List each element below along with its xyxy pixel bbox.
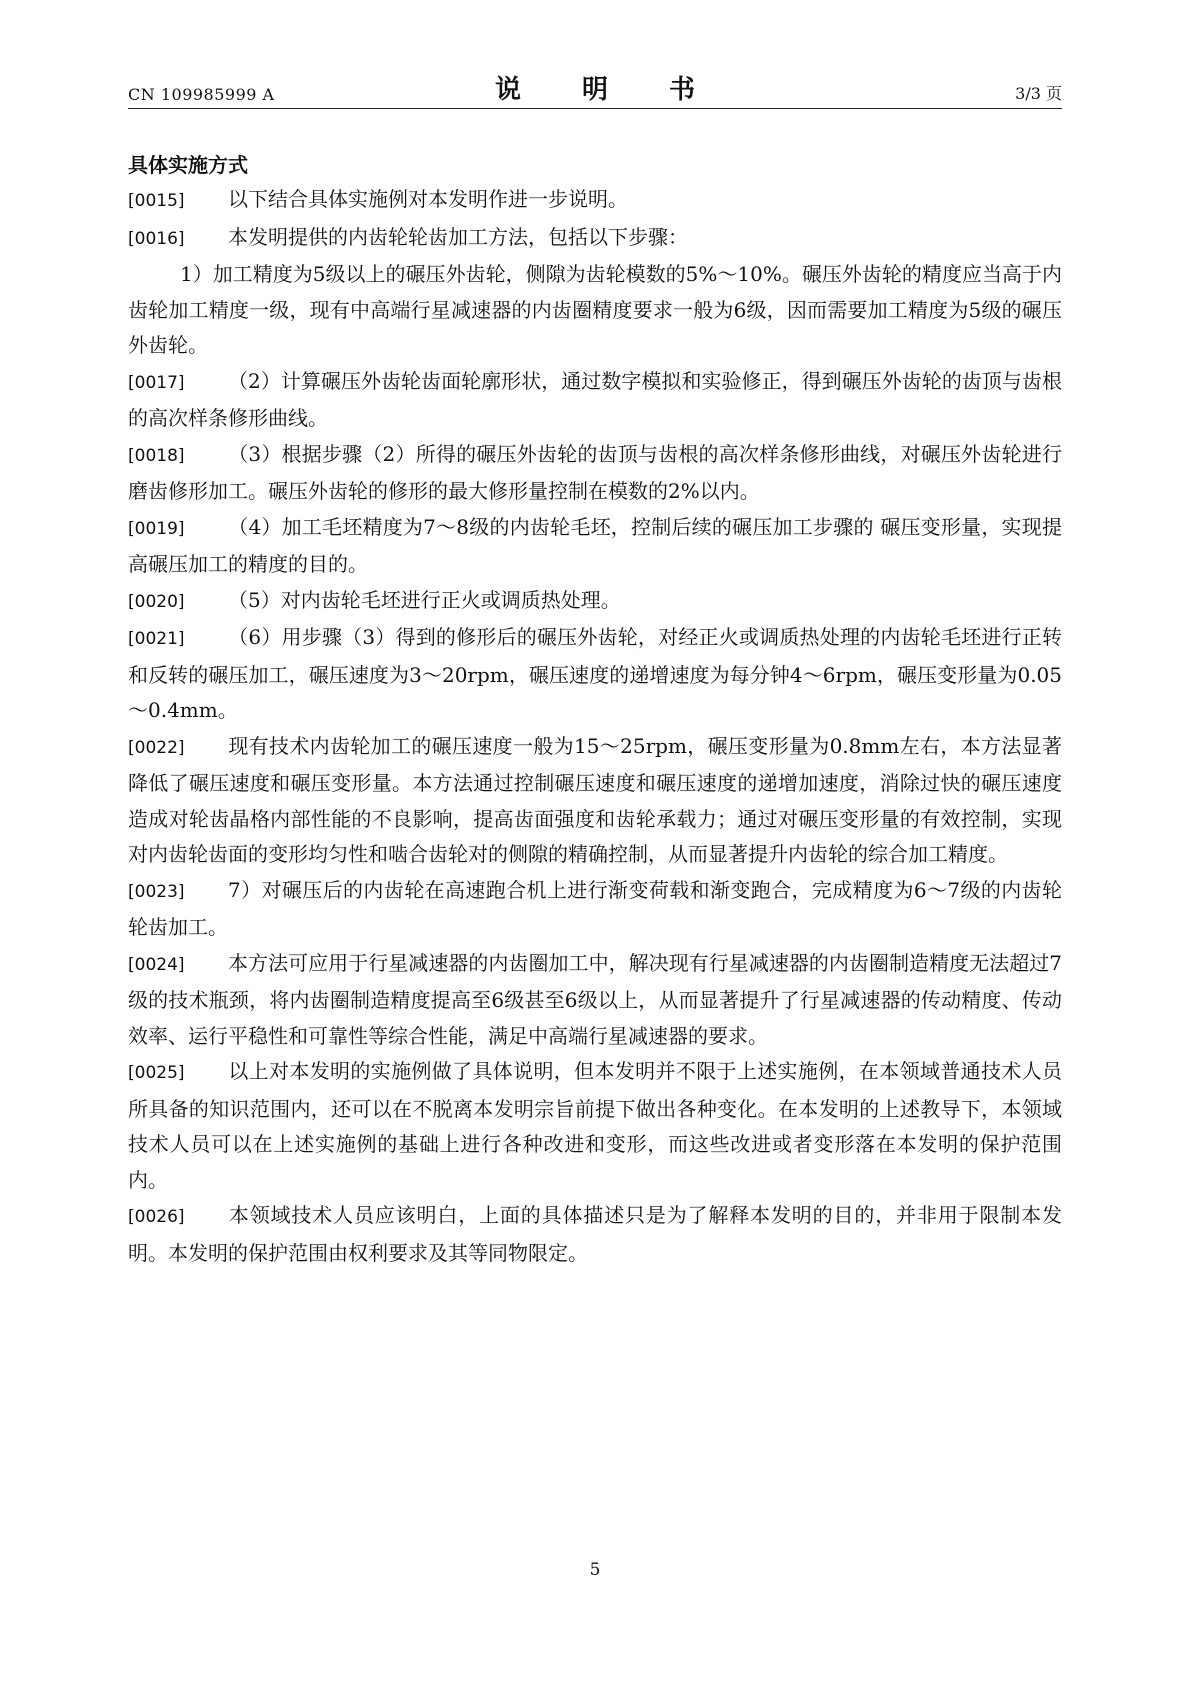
paragraph-text: 本发明提供的内齿轮轮齿加工方法，包括以下步骤： — [228, 224, 688, 249]
paragraph-text: （6）用步骤（3）得到的修形后的碾压外齿轮，对经正火或调质热处理的内齿轮毛坯进行正转和反转的碾压加工，碾压速度为3～20rpm，碾压速度的递增速度为每分钟4～6rpm，碾压变形量为0.05～0.4mm。 — [128, 625, 1062, 722]
paragraph-text: 7）对碾压后的内齿轮在高速跑合机上进行渐变荷载和渐变跑合，完成精度为6～7级的内齿轮轮齿加工。 — [128, 877, 1062, 939]
paragraph-text: 以上对本发明的实施例做了具体说明，但本发明并不限于上述实施例，在本领域普通技术人员所具备的知识范围内，还可以在不脱离本发明宗旨前提下做出各种变化。在本发明的上述教导下，本领域技术人员可以在上述实施例的基础上进行各种改进和变形，而这些改进或者变形落在本发明的保护范围内。 — [128, 1059, 1062, 1192]
paragraph-number: [0015] — [128, 191, 185, 211]
document-body — [128, 148, 1062, 1271]
paragraph-0019 — [128, 510, 1062, 583]
page-header — [128, 68, 1062, 108]
paragraph-0022 — [128, 729, 1062, 873]
paragraph-number: [0023] — [128, 881, 185, 902]
paragraph-0023 — [128, 873, 1062, 946]
paragraph-0017 — [128, 364, 1062, 437]
paragraph-number: [0022] — [128, 737, 185, 758]
paragraph-0021 — [128, 620, 1062, 729]
paragraph-text: 1）加工精度为5级以上的碾压外齿轮，侧隙为齿轮模数的5%～10%。碾压外齿轮的精度应当高于内齿轮加工精度一级，现有中高端行星减速器的内齿圈精度要求一般为6级，因而需要加工精度为5级的碾压外齿轮。 — [128, 262, 1062, 357]
section-title: 具体实施方式 — [128, 153, 248, 177]
paragraph-0026 — [128, 1198, 1062, 1271]
paragraph-number: [0017] — [128, 372, 185, 393]
paragraph-0015 — [128, 182, 1062, 220]
paragraph-0020 — [128, 583, 1062, 621]
paragraph-step-1 — [128, 257, 1062, 364]
paragraph-text: 本领域技术人员应该明白，上面的具体描述只是为了解释本发明的目的，并非用于限制本发明。本发明的保护范围由权利要求及其等同物限定。 — [128, 1203, 1062, 1265]
paragraph-0016 — [128, 220, 1062, 258]
document-title: 说 明 书 — [494, 75, 722, 105]
paragraph-0018 — [128, 437, 1062, 510]
paragraph-text: （4）加工毛坯精度为7～8级的内齿轮毛坯，控制后续的碾压加工步骤的 碾压变形量，实现提高碾压加工的精度的目的。 — [128, 514, 1062, 576]
paragraph-0024 — [128, 946, 1062, 1055]
paragraph-number: [0025] — [128, 1063, 185, 1083]
paragraph-text: 本方法可应用于行星减速器的内齿圈加工中，解决现有行星减速器的内齿圈制造精度无法超过7级的技术瓶颈，将内齿圈制造精度提高至6级甚至6级以上，从而显著提升了行星减速器的传动精度、传动效率、运行平稳性和可靠性等综合性能，满足中高端行星减速器的要求。 — [128, 950, 1062, 1048]
paragraph-number: [0018] — [128, 445, 185, 466]
header-rule — [128, 108, 1062, 109]
page-number: 5 — [589, 1560, 601, 1580]
paragraph-number: [0026] — [128, 1207, 185, 1227]
paragraph-number: [0021] — [128, 629, 185, 649]
paragraph-number: [0019] — [128, 518, 185, 539]
paragraph-text: （2）计算碾压外齿轮齿面轮廓形状，通过数字模拟和实验修正，得到碾压外齿轮的齿顶与齿根的高次样条修形曲线。 — [128, 368, 1062, 430]
paragraph-text: （3）根据步骤（2）所得的碾压外齿轮的齿顶与齿根的高次样条修形曲线，对碾压外齿轮进行磨齿修形加工。碾压外齿轮的修形的最大修形量控制在模数的2%以内。 — [128, 441, 1062, 503]
paragraph-number: [0020] — [128, 591, 185, 612]
paragraph-number: [0016] — [128, 228, 185, 249]
paragraph-number: [0024] — [128, 954, 185, 975]
paragraph-text: （5）对内齿轮毛坯进行正火或调质热处理。 — [228, 587, 621, 612]
patent-number: CN 109985999 A — [128, 85, 275, 104]
page-indicator: 3/3 页 — [1015, 84, 1062, 103]
paragraph-text: 以下结合具体实施例对本发明作进一步说明。 — [228, 187, 628, 211]
paragraph-text: 现有技术内齿轮加工的碾压速度一般为15～25rpm，碾压变形量为0.8mm左右，本方法显著降低了碾压速度和碾压变形量。本方法通过控制碾压速度和碾压速度的递增加速度，消除过快的碾压速度造成对轮齿晶格内部性能的不良影响，提高齿面强度和齿轮承载力；通过对碾压变形量的有效控制，实现对内齿轮齿面的变形均匀性和啮合齿轮对的侧隙的精确控制，从而显著提升内齿轮的综合加工精度。 — [128, 733, 1062, 866]
paragraph-0025 — [128, 1054, 1062, 1198]
